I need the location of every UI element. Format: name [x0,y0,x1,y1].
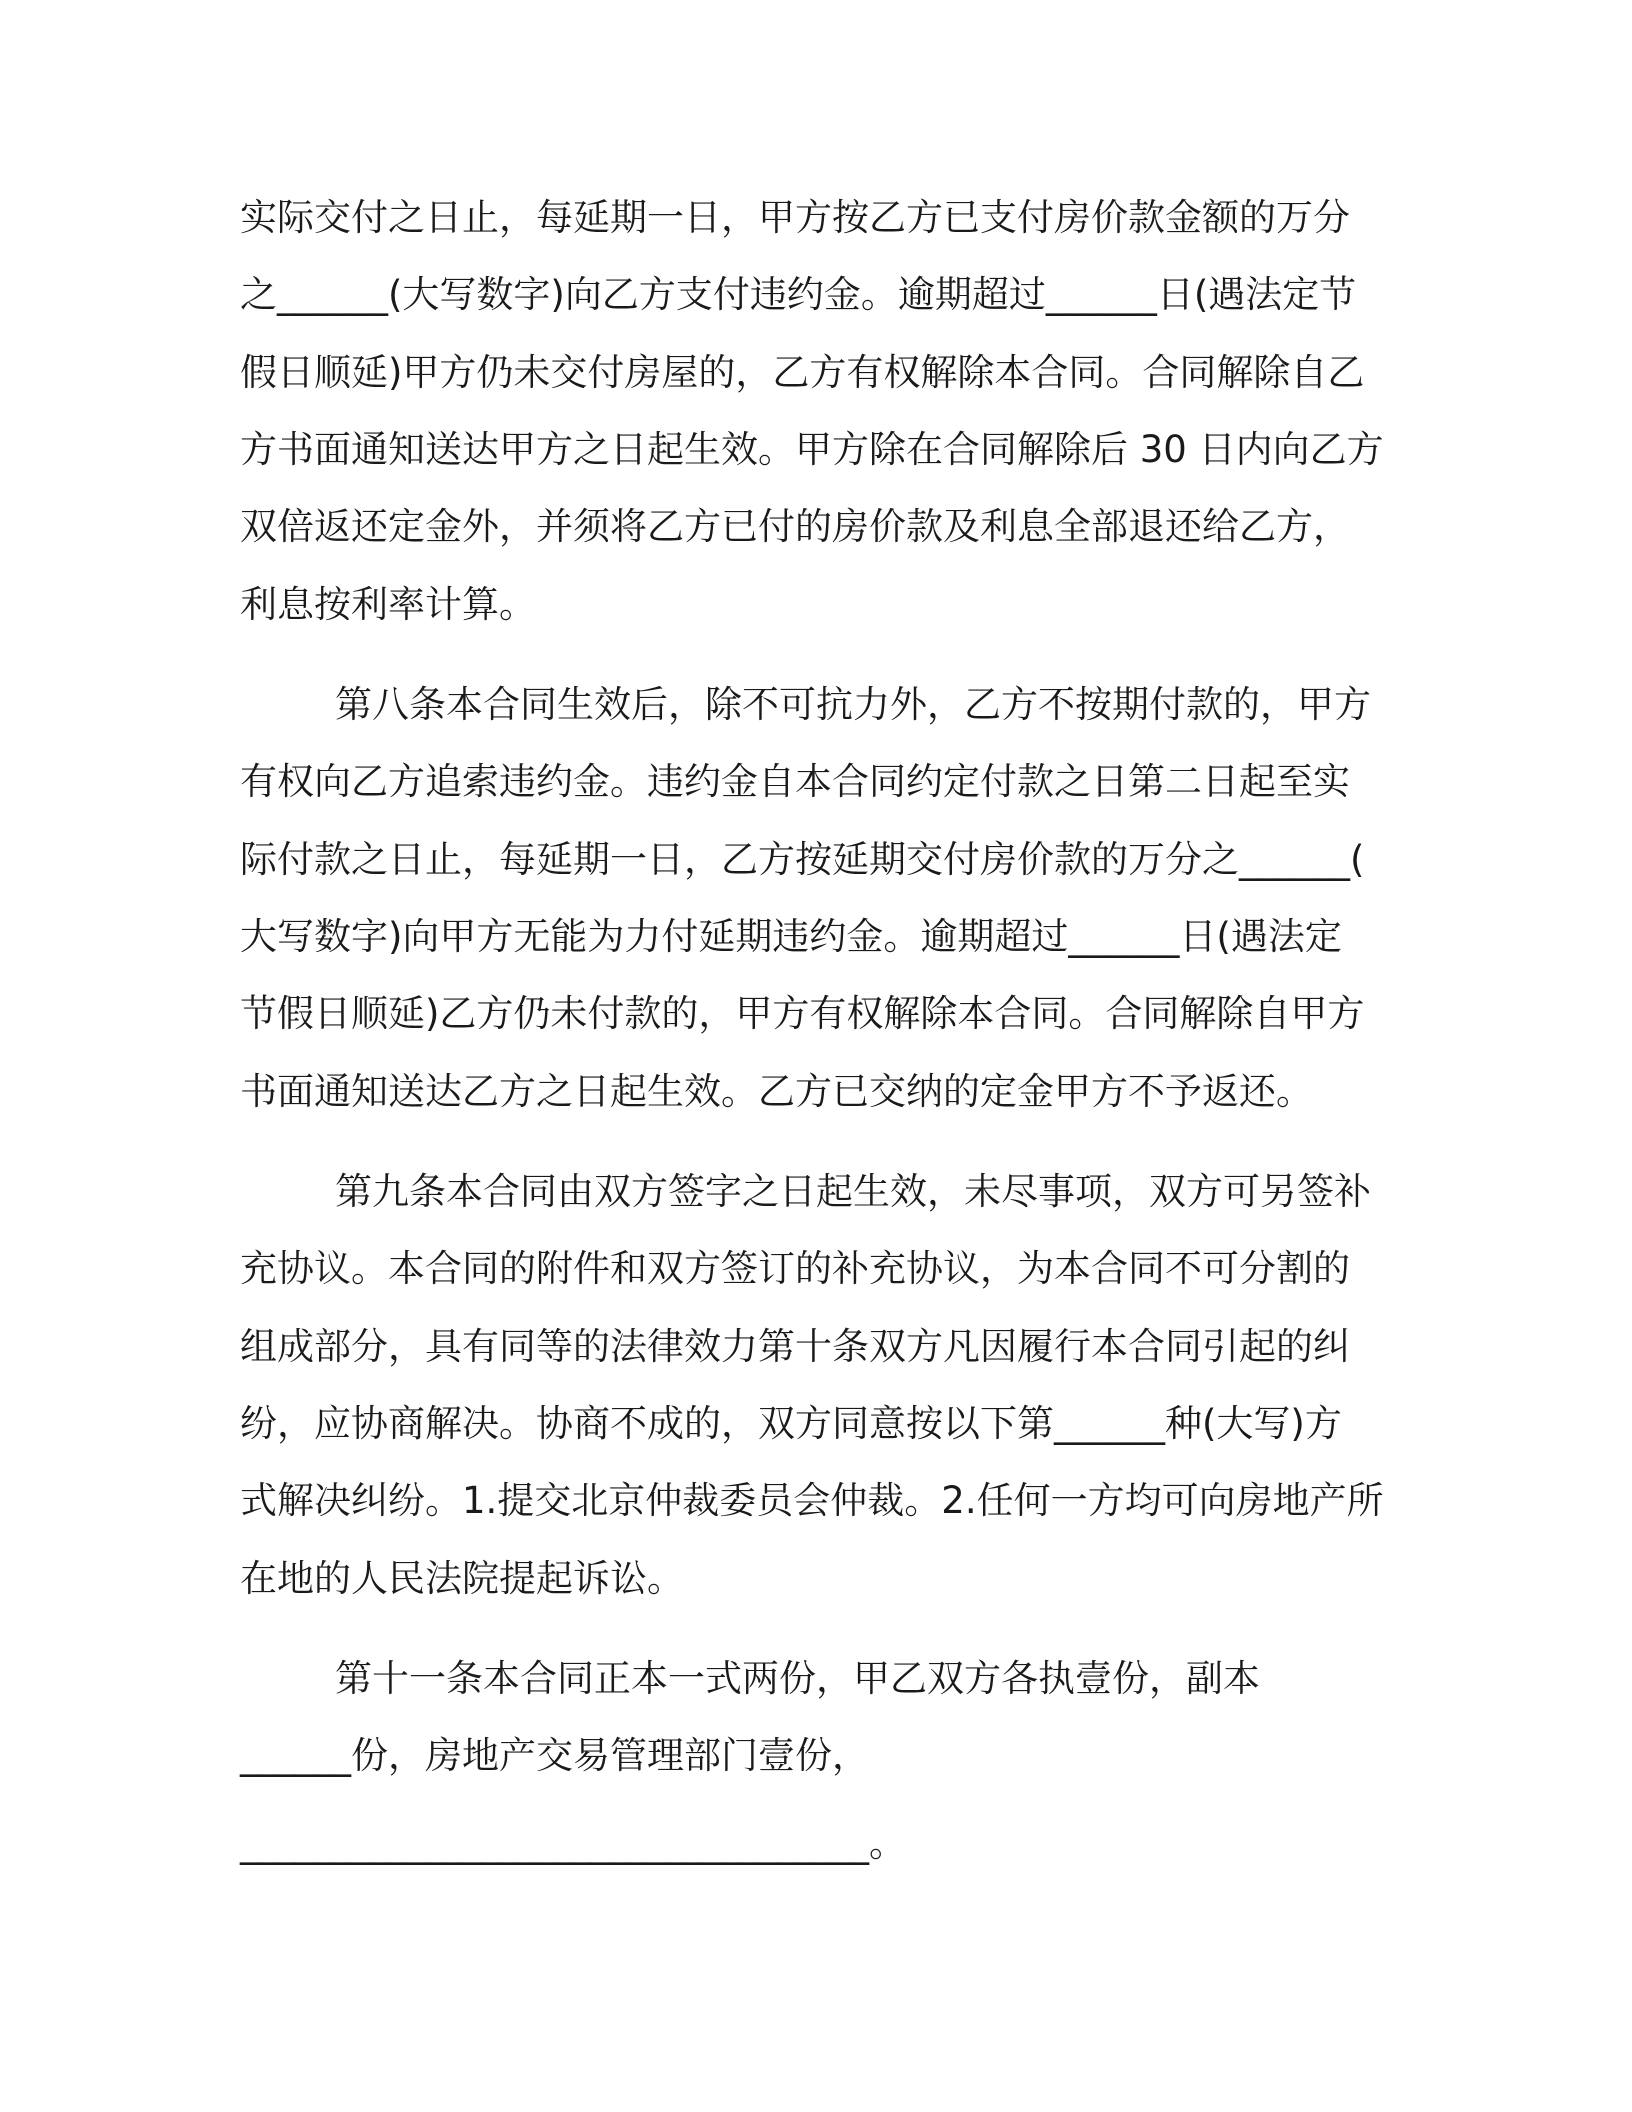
paragraph-3-line-4: 纷，应协商解决。协商不成的，双方同意按以下第______种(大写)方 [240,1402,1342,1445]
paragraph-2-line-6: 书面通知送达乙方之日起生效。乙方已交纳的定金甲方不予返还。 [240,1070,1313,1113]
paragraph-2-line-1: 第八条本合同生效后，除不可抗力外，乙方不按期付款的，甲方 [335,683,1371,726]
paragraph-1-line-2: 之______(大写数字)向乙方支付违约金。逾期超过______日(遇法定节 [240,273,1357,316]
paragraph-2-line-2: 有权向乙方追索违约金。违约金自本合同约定付款之日第二日起至实 [240,760,1350,803]
paragraph-3-line-5: 式解决纠纷。1.提交北京仲裁委员会仲裁。2.任何一方均可向房地产所 [240,1479,1384,1522]
paragraph-4-line-2: ______份，房地产交易管理部门壹份， [240,1734,869,1777]
paragraph-1-line-6: 利息按利率计算。 [240,583,536,626]
paragraph-2-line-3: 际付款之日止，每延期一日，乙方按延期交付房价款的万分之______( [240,838,1365,881]
paragraph-3-line-3: 组成部分，具有同等的法律效力第十条双方凡因履行本合同引起的纠 [240,1325,1350,1368]
paragraph-4-line-1: 第十一条本合同正本一式两份，甲乙双方各执壹份，副本 [335,1657,1260,1700]
paragraph-2-line-4: 大写数字)向甲方无能为力付延期违约金。逾期超过______日(遇法定 [240,915,1342,958]
paragraph-3-line-2: 充协议。本合同的附件和双方签订的补充协议，为本合同不可分割的 [240,1247,1350,1290]
paragraph-3-line-6: 在地的人民法院提起诉讼。 [240,1557,684,1600]
paragraph-4-line-3: __________________________________。 [240,1822,906,1865]
paragraph-1-line-5: 双倍返还定金外，并须将乙方已付的房价款及利息全部退还给乙方， [240,505,1350,548]
paragraph-3-line-1: 第九条本合同由双方签字之日起生效，未尽事项，双方可另签补 [335,1170,1371,1213]
paragraph-2-line-5: 节假日顺延)乙方仍未付款的，甲方有权解除本合同。合同解除自甲方 [240,992,1365,1035]
paragraph-1-line-1: 实际交付之日止，每延期一日，甲方按乙方已支付房价款金额的万分 [240,196,1350,239]
paragraph-1-line-4: 方书面通知送达甲方之日起生效。甲方除在合同解除后 30 日内向乙方 [240,428,1384,471]
paragraph-1-line-3: 假日顺延)甲方仍未交付房屋的，乙方有权解除本合同。合同解除自乙 [240,351,1365,394]
